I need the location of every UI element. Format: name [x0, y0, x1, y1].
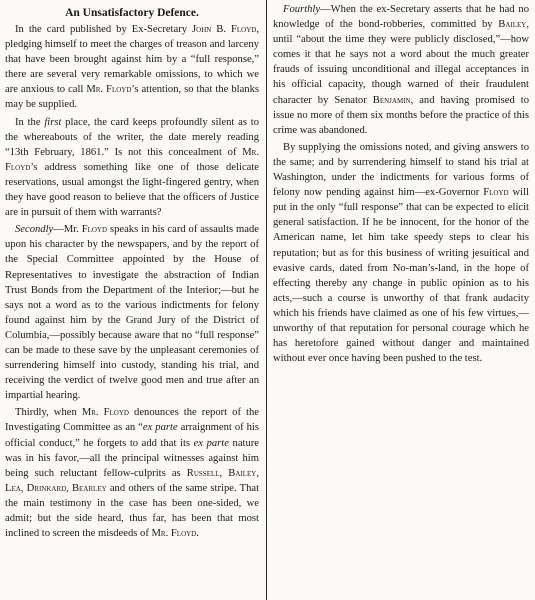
text-run: ’s attention, so that the blanks may be supplied. — [5, 84, 260, 111]
text-run: arraignment of his official conduct,” he forgets to add that its — [5, 422, 259, 449]
text-run: , and having promised to issue no more of them six months before the practice of this crime was abandoned. — [273, 94, 529, 136]
text-run: Mr. Floyd — [5, 146, 259, 173]
paragraph-second-point — [5, 222, 259, 403]
paragraph-first-point — [5, 115, 259, 221]
paragraph-intro — [5, 22, 259, 113]
text-run: Thirdly, when — [15, 407, 82, 419]
text-run: Floyd — [483, 187, 509, 199]
article-title: An Unsatisfactory Defence. — [65, 7, 199, 19]
text-run: Mr. Floyd — [86, 84, 132, 96]
text-run: will put in the only “full response” that can be expected to elicit general satisfaction. If he be innocent, for the honor of the American name, let him take speedy steps to clear his reputation; but as for this business of writing jesuitical and evasive cards, dated from No-man’s-land, in the hope of effecting thereby any change in public opinion as to his acts,—such a course is unworthy of that frank audacity which his friends have claimed as one of his few virtues,—unworthy of that reputation for personal courage which he has heretofore gained without danger and maintained without ever once having been pushed to the test. — [273, 187, 529, 365]
text-run: —When the ex-Secretary asserts that he had no knowledge of the bond-robberies, committed by — [273, 4, 529, 31]
text-run: Russell, Bailey, Lea, Drinkard, Bearley — [5, 467, 259, 494]
text-run: , pledging himself to meet the charges of treason and larceny that have been brought against him by a “full response,” there are several very remarkable omissions, to which we are anxious to call — [5, 24, 260, 96]
text-run: Mr. Floyd — [151, 528, 197, 540]
text-run: first — [44, 116, 62, 128]
text-run: nature was in his favor,—all the principal witnesses against him being such reluctant fellow-culprits as — [5, 437, 260, 479]
text-run: Bailey — [498, 19, 527, 31]
text-run: denounces the report of the Investigating Committee as an “ — [5, 407, 259, 434]
text-run: ex parte — [193, 437, 229, 449]
text-run: John B. Floyd — [192, 24, 257, 35]
text-run: and others of the same stripe. That the main testimony in the case has been one-sided, we admit; but the side heard, thus far, has been that most inclined to screen the misdeeds of — [5, 482, 260, 540]
paragraph-third-point — [5, 405, 259, 541]
paragraph-conclusion — [273, 140, 529, 366]
text-run: . — [196, 528, 199, 540]
text-run: In the — [15, 116, 45, 128]
text-run: ’s address something like one of those delicate reservations, usual amongst the light-fingered gentry, when they have good reason to believe that the officers of Justice are in pursuit of them with warrants? — [5, 161, 259, 219]
column-divider — [266, 0, 267, 600]
paragraph-fourth-point — [273, 2, 529, 138]
text-run: Fourthly — [283, 4, 321, 15]
text-run: Floyd — [81, 224, 108, 236]
text-run: , until “about the time they were publicly disclosed,”—how comes it that he says not a word about the much greater frauds of issuing unconditional and illegal acceptances in his official capacity, though warned of their fraudulent character by Senator — [273, 19, 529, 106]
left-column — [5, 2, 259, 543]
right-column — [273, 2, 529, 368]
text-run: Secondly — [15, 224, 54, 236]
text-run: Benjamin — [372, 94, 411, 106]
text-run: By supplying the omissions noted, and giving answers to the same; and by surrendering himself to stand his trial at Washington, under the indictments for various forms of felony now pending against him—ex-Governor — [273, 141, 529, 199]
text-run: In the card published by Ex-Secretary — [15, 24, 193, 35]
text-run: place, the card keeps profoundly silent as to the whereabouts of the writer, the date merely reading “13th February, 1861.” Is not this concealment of — [5, 116, 259, 158]
text-run: Mr. Floyd — [81, 407, 129, 419]
text-run: —Mr. — [53, 224, 82, 236]
text-run: ex parte — [142, 422, 178, 434]
text-run: speaks in his card of assaults made upon his character by the newspapers, and by the report of the Special Committee appointed by the House of Representatives to investigate the abstraction of Indian Trust Bonds from the Department of the Interior;—but he says not a word as to the various indictments for felony found against him by the Grand Jury of the District of Columbia,—possibly because aware that no “full response” can be made to these save by the unpleasant ceremonies of surrendering himself into custody, standing his trial, and receiving the verdict of twelve good men and true after an impartial hearing. — [5, 224, 259, 402]
